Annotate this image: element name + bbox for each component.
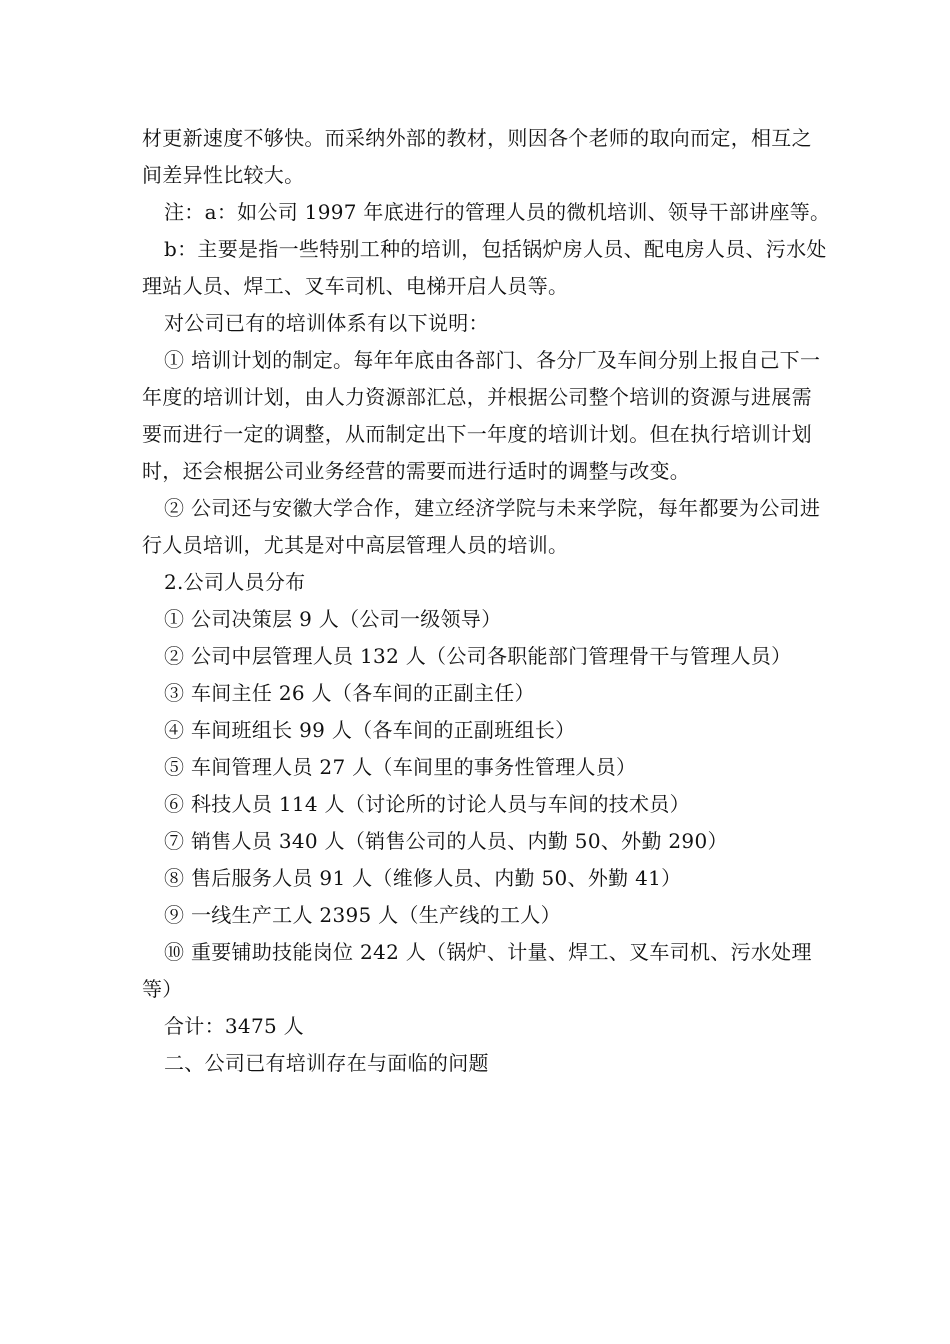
- list-item-middle-management: ② 公司中层管理人员 132 人（公司各职能部门管理骨干与管理人员）: [164, 644, 792, 668]
- list-item-decision-layer: ① 公司决策层 9 人（公司一级领导）: [164, 607, 502, 631]
- list-item-auxiliary-positions: ⑩ 重要铺助技能岗位 242 人（锅炉、计量、焊工、叉车司机、污水处理等）: [142, 940, 812, 1001]
- paragraph-total: 合计：3475 人: [164, 1014, 304, 1038]
- paragraph-university-cooperation: ② 公司还与安徽大学合作，建立经济学院与未来学院，每年都要为公司进行人员培训，尤其是对中高层管理人员的培训。: [142, 496, 821, 557]
- list-item-after-sales: ⑧ 售后服务人员 91 人（维修人员、内勤 50、外勤 41）: [164, 866, 682, 890]
- paragraph-note-a: 注：a：如公司 1997 年底进行的管理人员的微机培训、领导干部讲座等。: [164, 200, 831, 224]
- list-item-team-leaders: ④ 车间班组长 99 人（各车间的正副班组长）: [164, 718, 576, 742]
- paragraph-system-intro: 对公司已有的培训体系有以下说明：: [164, 311, 489, 335]
- list-item-production-workers: ⑨ 一线生产工人 2395 人（生产线的工人）: [164, 903, 561, 927]
- document-body: [142, 120, 832, 1082]
- section-heading-staff-distribution: 2.公司人员分布: [164, 570, 306, 594]
- list-item-workshop-managers: ⑤ 车间管理人员 27 人（车间里的事务性管理人员）: [164, 755, 637, 779]
- section-heading-problems: 二、公司已有培训存在与面临的问题: [164, 1051, 489, 1075]
- list-item-tech-staff: ⑥ 科技人员 114 人（讨论所的讨论人员与车间的技术员）: [164, 792, 690, 816]
- list-item-workshop-directors: ③ 车间主任 26 人（各车间的正副主任）: [164, 681, 535, 705]
- list-item-sales-staff: ⑦ 销售人员 340 人（销售公司的人员、内勤 50、外勤 290）: [164, 829, 728, 853]
- paragraph-training-plan: ① 培训计划的制定。每年年底由各部门、各分厂及车间分别上报自己下一年度的培训计划，由人力资源部汇总，并根据公司整个培训的资源与进展需要而进行一定的调整，从而制定出下一年度的培训计划。但在执行培训计划时，还会根据公司业务经营的需要而进行适时的调整与改变。: [142, 348, 821, 483]
- paragraph-textbook-continuation: 材更新速度不够快。而采纳外部的教材，则因各个老师的取向而定，相互之间差异性比较大。: [142, 126, 812, 187]
- paragraph-note-b: b：主要是指一些特别工种的培训，包括锅炉房人员、配电房人员、污水处理站人员、焊工、叉车司机、电梯开启人员等。: [142, 237, 827, 298]
